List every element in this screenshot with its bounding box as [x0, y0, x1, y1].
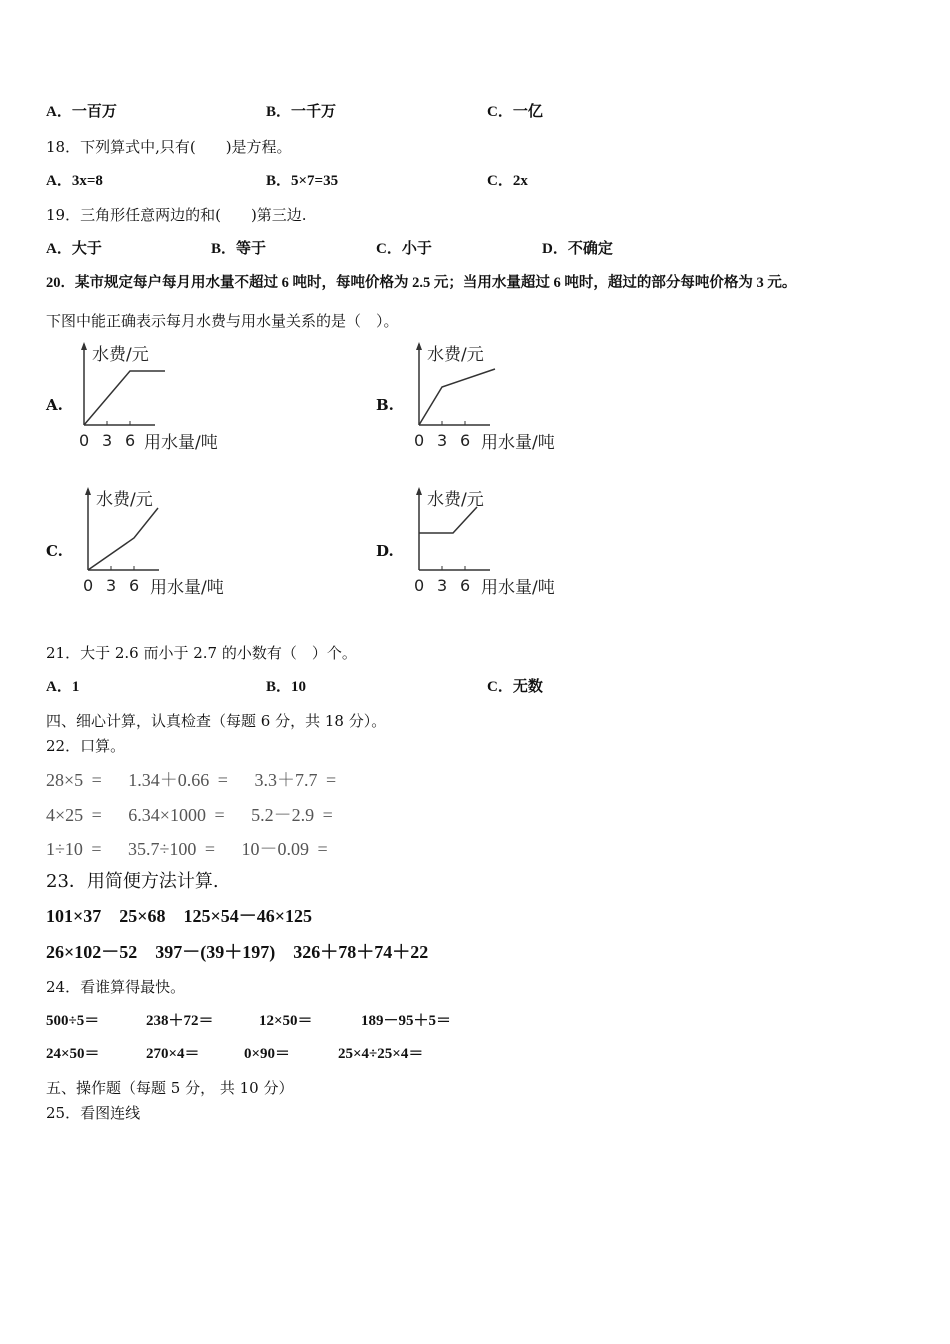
graph-a-ylabel: 水费/元 — [92, 345, 149, 365]
q24-stem: 24．看谁算得最快。 — [46, 978, 186, 996]
section-5-heading: 五、操作题（每题 5 分， 共 10 分） — [46, 1079, 294, 1097]
section-4-heading: 四、细心计算，认真检查（每题 6 分，共 18 分）。 — [46, 712, 387, 730]
graph-d-ylabel: 水费/元 — [427, 490, 484, 510]
q18-stem: 18．下列算式中,只有( )是方程。 — [46, 138, 292, 156]
graph-a-tick-3: 3 — [102, 431, 113, 450]
q25-stem: 25．看图连线 — [46, 1104, 141, 1122]
q19-option-b: B．等于 — [211, 241, 267, 257]
q21-option-c: C．无数 — [487, 679, 543, 695]
q24-r2-c3: 0×90＝ — [244, 1046, 291, 1062]
graph-b-xlabel: 用水量/吨 — [481, 433, 555, 453]
q21-option-b: B．10 — [266, 679, 307, 695]
graph-a-tick-6: 6 — [125, 431, 136, 450]
q24-r2-c1: 24×50＝ — [46, 1046, 100, 1062]
q23-row-2: 26×102－52 397－(39＋197) 326＋78＋74＋22 — [46, 942, 429, 962]
graph-d-tick-3: 3 — [437, 576, 448, 595]
q17-option-c: C．一亿 — [487, 104, 543, 120]
graph-b-tick-3: 3 — [437, 431, 448, 450]
q19-option-a: A．大于 — [46, 241, 102, 257]
q24-r1-c3: 12×50＝ — [259, 1013, 313, 1029]
q18-option-a: A．3x=8 — [46, 173, 103, 189]
graph-a — [70, 340, 250, 458]
q17-option-a: A．一百万 — [46, 104, 117, 120]
graph-c-xlabel: 用水量/吨 — [150, 578, 224, 598]
q18-option-c: C．2x — [487, 173, 528, 189]
graph-a-label: A. — [46, 396, 63, 414]
q23-stem: 23．用简便方法计算. — [46, 871, 219, 892]
graph-d-tick-6: 6 — [460, 576, 471, 595]
graph-b-tick-0: 0 — [414, 431, 425, 450]
graph-c-tick-3: 3 — [106, 576, 117, 595]
q24-r2-c2: 270×4＝ — [146, 1046, 200, 1062]
q19-stem: 19．三角形任意两边的和( )第三边. — [46, 206, 307, 224]
q24-r1-c4: 189－95＋5＝ — [361, 1013, 452, 1029]
graph-c-label: C. — [46, 542, 63, 560]
graph-b-tick-6: 6 — [460, 431, 471, 450]
q20-stem-line2: 下图中能正确表示每月水费与用水量关系的是（ ）。 — [46, 312, 399, 330]
graph-c-tick-6: 6 — [129, 576, 140, 595]
q22-row-2: 4×25 = 6.34×1000 = 5.2－2.9 = — [46, 805, 333, 825]
q19-option-c: C．小于 — [376, 241, 432, 257]
graph-d — [405, 485, 585, 603]
graph-b-label: B. — [376, 396, 394, 414]
graph-d-tick-0: 0 — [414, 576, 425, 595]
q22-row-1: 28×5 = 1.34＋0.66 = 3.3＋7.7 = — [46, 770, 337, 790]
q24-r1-c2: 238＋72＝ — [146, 1013, 214, 1029]
graph-b — [405, 340, 585, 458]
graph-c-ylabel: 水费/元 — [96, 490, 153, 510]
graph-c-tick-0: 0 — [83, 576, 94, 595]
graph-a-xlabel: 用水量/吨 — [144, 433, 218, 453]
q23-row-1: 101×37 25×68 125×54－46×125 — [46, 906, 313, 926]
graph-b-ylabel: 水费/元 — [427, 345, 484, 365]
q21-option-a: A．1 — [46, 679, 80, 695]
q21-stem: 21．大于 2.6 而小于 2.7 的小数有（ ）个。 — [46, 644, 357, 662]
q17-option-b: B．一千万 — [266, 104, 337, 120]
q18-option-b: B．5×7=35 — [266, 173, 339, 189]
graph-d-label: D. — [376, 542, 394, 560]
graph-c — [74, 485, 254, 603]
q19-option-d: D．不确定 — [542, 241, 613, 257]
q24-r2-c4: 25×4÷25×4＝ — [338, 1046, 424, 1062]
q20-stem-line1: 20．某市规定每户每月用水量不超过 6 吨时，每吨价格为 2.5 元；当用水量超过 6 吨时，超过的部分每吨价格为 3 元。 — [46, 275, 797, 291]
q22-stem: 22．口算。 — [46, 737, 126, 755]
q24-r1-c1: 500÷5＝ — [46, 1013, 100, 1029]
graph-d-xlabel: 用水量/吨 — [481, 578, 555, 598]
q22-row-3: 1÷10 = 35.7÷100 = 10－0.09 = — [46, 839, 328, 859]
graph-a-tick-0: 0 — [79, 431, 90, 450]
